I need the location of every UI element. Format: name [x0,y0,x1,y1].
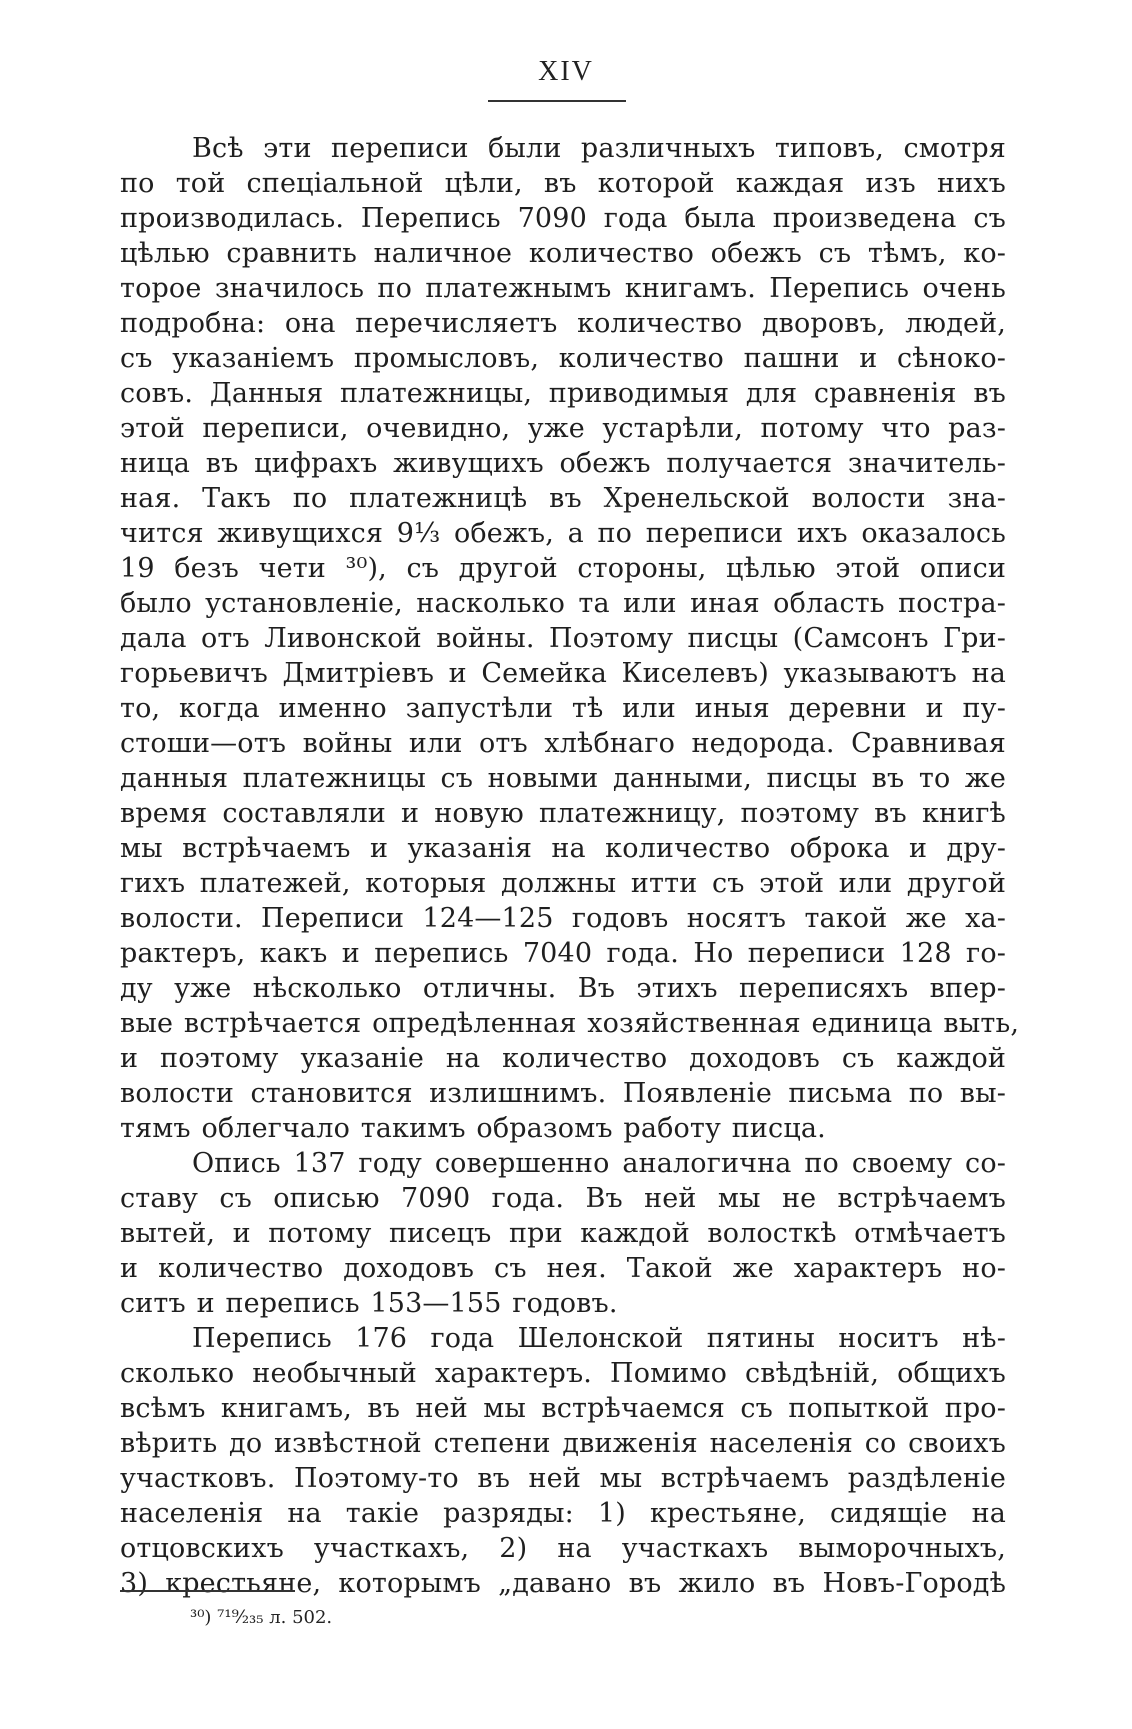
text-line: производилась. Перепись 7090 года была произведена съ [120,203,1006,234]
text-line: то, когда именно запустѣли тѣ или иныя деревни и пу- [120,693,1006,724]
text-line: ситъ и перепись 153—155 годовъ. [120,1288,618,1319]
page-number: XIV [538,56,594,87]
text-line: этой переписи, очевидно, уже устарѣли, потому что раз- [120,413,1006,444]
text-line: дала отъ Ливонской войны. Поэтому писцы (Самсонъ Гри- [120,623,1006,654]
text-line: подробна: она перечисляетъ количество дворовъ, людей, [120,308,1006,339]
text-line: Перепись 176 года Шелонской пятины носитъ нѣ- [192,1323,1006,1354]
body-text [120,131,1020,1601]
text-line: данныя платежницы съ новыми данными, писцы въ то же [120,763,1006,794]
footnote-rule [120,1590,295,1592]
page-number-rule [488,100,626,102]
text-line: населенія на такіе разряды: 1) крестьяне, сидящіе на [120,1498,1006,1529]
text-line: мы встрѣчаемъ и указанія на количество оброка и дру- [120,833,1006,864]
text-line: тямъ облегчало такимъ образомъ работу писца. [120,1113,826,1144]
text-line: вѣрить до извѣстной степени движенія населенія со своихъ [120,1428,1006,1459]
text-line: отцовскихъ участкахъ, 2) на участкахъ выморочныхъ, [120,1533,1006,1564]
text-line: Всѣ эти переписи были различныхъ типовъ, смотря [192,133,1006,164]
text-line: было установленіе, насколько та или иная область постра- [120,588,1006,619]
text-line: время составляли и новую платежницу, поэтому въ книгѣ [120,798,1006,829]
text-line: стоши—отъ войны или отъ хлѣбнаго недорода. Сравнивая [120,728,1006,759]
text-line: ница въ цифрахъ живущихъ обежъ получается значитель- [120,448,1006,479]
text-line: съ указаніемъ промысловъ, количество пашни и сѣноко- [120,343,1006,374]
text-line: участковъ. Поэтому-то въ ней мы встрѣчаемъ раздѣленіе [120,1463,1006,1494]
text-line: волости. Переписи 124—125 годовъ носятъ такой же ха- [120,903,1006,934]
text-line: гихъ платежей, которыя должны итти съ этой или другой [120,868,1006,899]
text-line: всѣмъ книгамъ, въ ней мы встрѣчаемся съ попыткой про- [120,1393,1006,1424]
text-line: 19 безъ чети ³⁰), съ другой стороны, цѣлью этой описи [120,553,1006,584]
text-line: по той спеціальной цѣли, въ которой каждая изъ нихъ [120,168,1006,199]
text-line: и поэтому указаніе на количество доходовъ съ каждой [120,1043,1006,1074]
text-line: цѣлью сравнить наличное количество обежъ съ тѣмъ, ко- [120,238,1006,269]
text-line: чится живущихся 9⅓ обежъ, а по переписи ихъ оказалось [120,518,1006,549]
text-line: сколько необычный характеръ. Помимо свѣдѣній, общихъ [120,1358,1006,1389]
text-line: 3) крестьяне, которымъ „давано въ жило въ Новъ-Городѣ [120,1568,1006,1599]
text-line: волости становится излишнимъ. Появленіе письма по вы- [120,1078,1006,1109]
text-line: ставу съ описью 7090 года. Въ ней мы не встрѣчаемъ [120,1183,1006,1214]
text-line: Опись 137 году совершенно аналогична по своему со- [192,1148,1006,1179]
text-line: ду уже нѣсколько отличны. Въ этихъ переписяхъ впер- [120,973,1006,1004]
text-line: торое значилось по платежнымъ книгамъ. Перепись очень [120,273,1006,304]
text-line: рактеръ, какъ и перепись 7040 года. Но переписи 128 го- [120,938,1006,969]
text-line: и количество доходовъ съ нея. Такой же характеръ но- [120,1253,1006,1284]
text-line: горьевичъ Дмитріевъ и Семейка Киселевъ) указываютъ на [120,658,1006,689]
text-line: вытей, и потому писецъ при каждой волосткѣ отмѣчаетъ [120,1218,1006,1249]
text-line: ная. Такъ по платежницѣ въ Хренельской волости зна- [120,483,1006,514]
text-line: вые встрѣчается опредѣленная хозяйственная единица выть, [120,1008,1020,1039]
text-line: совъ. Данныя платежницы, приводимыя для сравненія въ [120,378,1006,409]
footnote: ³⁰) ⁷¹⁹⁄₂₃₅ л. 502. [190,1607,333,1628]
